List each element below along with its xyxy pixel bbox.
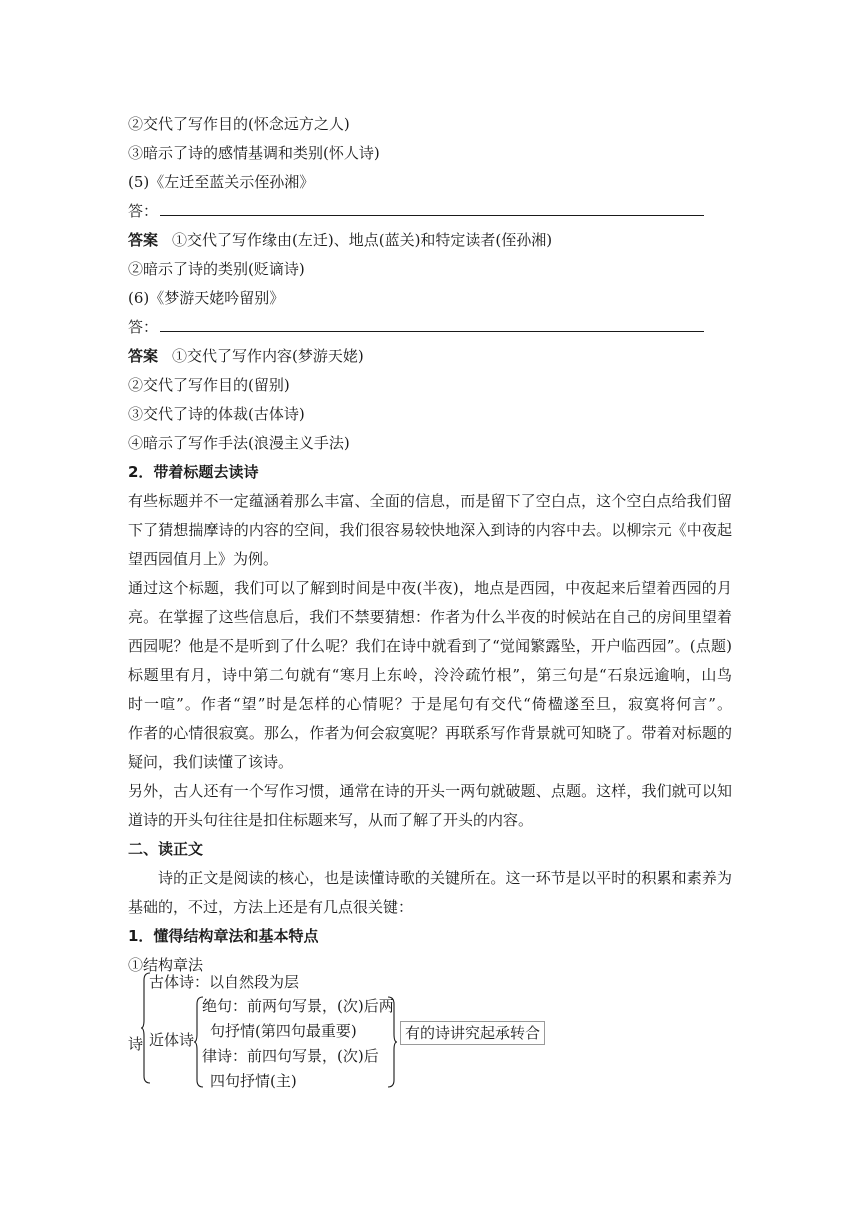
diagram-note-box: 有的诗讲究起承转合 [400, 1021, 545, 1045]
paragraph-line: 标题里有月，诗中第二句就有“寒月上东岭，泠泠疏竹根”，第三句是“石泉远逾响，山鸟 [128, 666, 732, 684]
section-heading: 2．带着标题去读诗 [128, 463, 259, 481]
text-line: ②交代了写作目的(留别) [128, 376, 290, 394]
paragraph-line: 时一喧”。作者“望”时是怎样的心情呢？于是尾句有交代“倚楹遂至旦，寂寞将何言”。 [128, 695, 732, 713]
diagram-lvshi-line: 四句抒情(主) [210, 1072, 297, 1090]
paragraph-line: 亮。在掌握了这些信息后，我们不禁要猜想：作者为什么半夜的时候站在自己的房间里望着 [128, 608, 732, 626]
diagram-lvshi-line: 律诗：前四句写景，(次)后 [202, 1047, 379, 1065]
answer-text: ①交代了写作缘由(左迁)、地点(蓝关)和特定读者(侄孙湘) [172, 231, 553, 249]
answer-line [128, 317, 704, 337]
question-title: (5)《左迁至蓝关示侄孙湘》 [128, 173, 315, 191]
text-line: ③暗示了诗的感情基调和类别(怀人诗) [128, 144, 380, 162]
paragraph-line: 基础的，不过，方法上还是有几点很关键： [128, 898, 414, 916]
right-brace-icon [387, 996, 397, 1088]
answer-key-line [128, 230, 552, 250]
subsection-heading: 1．懂得结构章法和基本特点 [128, 927, 319, 945]
paragraph-line: 西园呢？他是不是听到了什么呢？我们在诗中就看到了“觉闻繁露坠，开户临西园”。(点题) [128, 637, 732, 655]
answer-blank[interactable] [160, 317, 704, 332]
paragraph-line: 疑问，我们读懂了该诗。 [128, 753, 294, 771]
answer-key-line [128, 346, 364, 366]
answer-label: 答： [128, 318, 159, 336]
answer-tag: 答案 [128, 231, 159, 249]
diagram-gu-label: 古体诗：以自然段为层 [149, 973, 300, 991]
text-line: ②交代了写作目的(怀念远方之人) [128, 115, 350, 133]
text-line: ④暗示了写作手法(浪漫主义手法) [128, 434, 350, 452]
answer-label: 答： [128, 202, 159, 220]
paragraph-line: 有些标题并不一定蕴涵着那么丰富、全面的信息，而是留下了空白点，这个空白点给我们留 [128, 492, 732, 510]
answer-line [128, 201, 704, 221]
subsection-label: ①结构章法 [128, 956, 204, 974]
diagram-jueju-line: 句抒情(第四句最重要) [210, 1022, 357, 1040]
paragraph-line: 诗的正文是阅读的核心，也是读懂诗歌的关键所在。这一环节是以平时的积累和素养为 [158, 869, 732, 887]
paragraph-line: 另外，古人还有一个写作习惯，通常在诗的开头一两句就破题、点题。这样，我们就可以知 [128, 782, 732, 800]
text-line: ③交代了诗的体裁(古体诗) [128, 405, 305, 423]
diagram-jin-label: 近体诗 [149, 1031, 195, 1049]
text-line: ②暗示了诗的类别(贬谪诗) [128, 260, 305, 278]
paragraph-line: 作者的心情很寂寞。那么，作者为何会寂寞呢？再联系写作背景就可知晓了。带着对标题的 [128, 724, 732, 742]
section-heading: 二、读正文 [128, 840, 204, 858]
diagram-root-label: 诗 [128, 1035, 144, 1053]
paragraph-line: 望西园值月上》为例。 [128, 550, 279, 568]
answer-tag: 答案 [128, 347, 159, 365]
paragraph-line: 下了猜想揣摩诗的内容的空间，我们很容易较快地深入到诗的内容中去。以柳宗元《中夜起 [128, 521, 732, 539]
paragraph-line: 道诗的开头句往往是扣住标题来写，从而了解了开头的内容。 [128, 811, 534, 829]
answer-blank[interactable] [160, 201, 704, 216]
diagram-jueju-line: 绝句：前两句写景，(次)后两 [202, 997, 394, 1015]
question-title: (6)《梦游天姥吟留别》 [128, 289, 285, 307]
paragraph-line: 通过这个标题，我们可以了解到时间是中夜(半夜)，地点是西园，中夜起来后望着西园的月 [128, 579, 732, 597]
answer-text: ①交代了写作内容(梦游天姥) [172, 347, 364, 365]
